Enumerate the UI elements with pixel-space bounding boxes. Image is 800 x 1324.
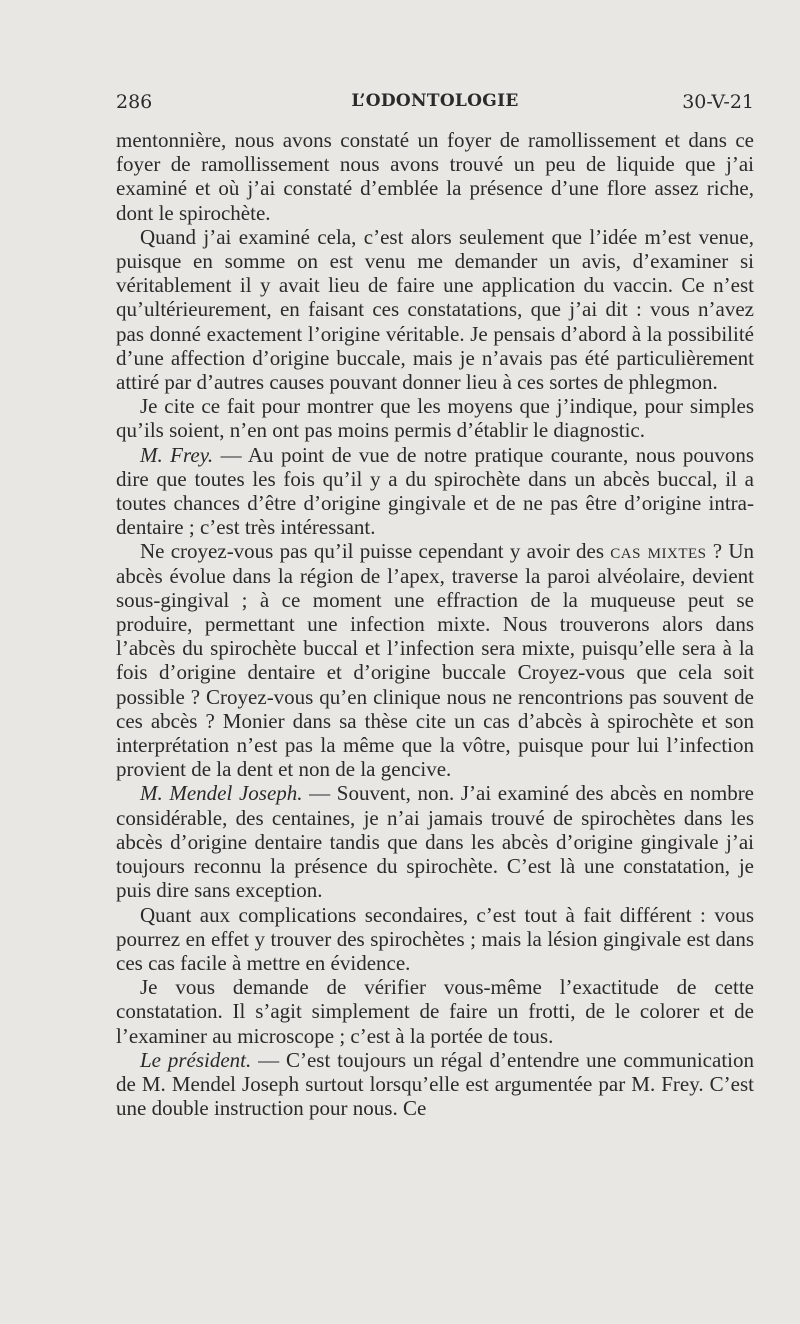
small-caps-term: cas mixtes bbox=[610, 539, 707, 564]
journal-title: L’ODONTOLOGIE bbox=[351, 91, 519, 111]
speaker-name: M. Mendel Joseph. bbox=[140, 781, 303, 806]
paragraph-president: Le président. — C’est toujours un régal d’entendre une communication de M. Mendel Joseph surtout lorsqu’elle est argumentée par M. Frey. C’est une double instruction pour nous. Ce bbox=[116, 1047, 754, 1121]
speaker-name: Le président. bbox=[140, 1047, 252, 1072]
paragraph: Quant aux complications secondaires, c’est tout à fait différent : vous pourrez en effet y trouver des spirochètes ; mais la lésion gingivale est dans ces cas facile à mettre en évidence. bbox=[116, 902, 754, 975]
paragraph: Ne croyez-vous pas qu’il puisse cependant y avoir des cas mixtes ? Un abcès évolue dans la région de l’apex, traverse la paroi alvéolaire, devient sous-gingival ; à ce moment une effraction de la muqueuse peut se produire, permettant une infection mixte. Nous trouverons alors dans l’abcès du spirochète buccal et l’infection sera mixte, puisqu’elle sera à la fois d’origine dentaire et d’origine buccale Croyez-vous que cela soit possible ? Croyez-vous qu’en clinique nous ne rencontrions pas souvent de ces abcès ? Monier dans sa thèse cite un cas d’abcès à spirochète et son interprétation n’est pas la même que la vôtre, puisque pour lui l’infection provient de la dent et non de la gencive. bbox=[116, 539, 754, 782]
speaker-name: M. Frey. bbox=[140, 442, 214, 467]
paragraph-continuation: mentonnière, nous avons constaté un foyer de ramollissement et dans ce foyer de ramollissement nous avons trouvé un peu de liquide que j’ai examiné et où j’ai constaté d’emblée la présence d’une flore assez riche, dont le spirochète. bbox=[116, 128, 754, 225]
body-text bbox=[116, 128, 754, 1120]
paragraph: Je vous demande de vérifier vous-même l’exactitude de cette constatation. Il s’agit simplement de faire un frotti, de le colorer et de l’examiner au microscope ; c’est à la portée de tous. bbox=[116, 975, 754, 1048]
paragraph-frey: M. Frey. — Au point de vue de notre pratique courante, nous pouvons dire que toutes les fois qu’il y a du spirochète dans un abcès buccal, il a toutes chances d’être d’origine gingivale et de ne pas être d’origine intra-dentaire ; c’est très intéressant. bbox=[116, 442, 754, 540]
paragraph-mendel-joseph: M. Mendel Joseph. — Souvent, non. J’ai examiné des abcès en nombre considérable, des centaines, je n’ai jamais trouvé de spirochètes dans les abcès d’origine dentaire tandis que dans les abcès d’origine gingivale j’ai toujours reconnu la présence du spirochète. C’est là une constatation, je puis dire sans exception. bbox=[116, 781, 755, 903]
page-number: 286 bbox=[116, 91, 153, 113]
paragraph: Je cite ce fait pour montrer que les moyens que j’indique, pour simples qu’ils soient, n’en ont pas moins permis d’établir le diagnostic. bbox=[116, 394, 754, 443]
running-header bbox=[116, 91, 754, 117]
issue-date: 30-V-21 bbox=[682, 91, 754, 113]
paragraph: Quand j’ai examiné cela, c’est alors seulement que l’idée m’est venue, puisque en somme on est venu me demander un avis, d’examiner si véritablement il y avait lieu de faire une application du vaccin. Ce n’est qu’ultérieurement, en faisant ces constatations, que j’ai dit : vous n’avez pas donné exactement l’origine véritable. Je pensais d’abord à la possibilité d’une affection d’origine buccale, mais je n’avais pas été particulièrement attiré par d’autres causes pouvant donner lieu à ces sortes de phlegmon. bbox=[116, 224, 754, 395]
